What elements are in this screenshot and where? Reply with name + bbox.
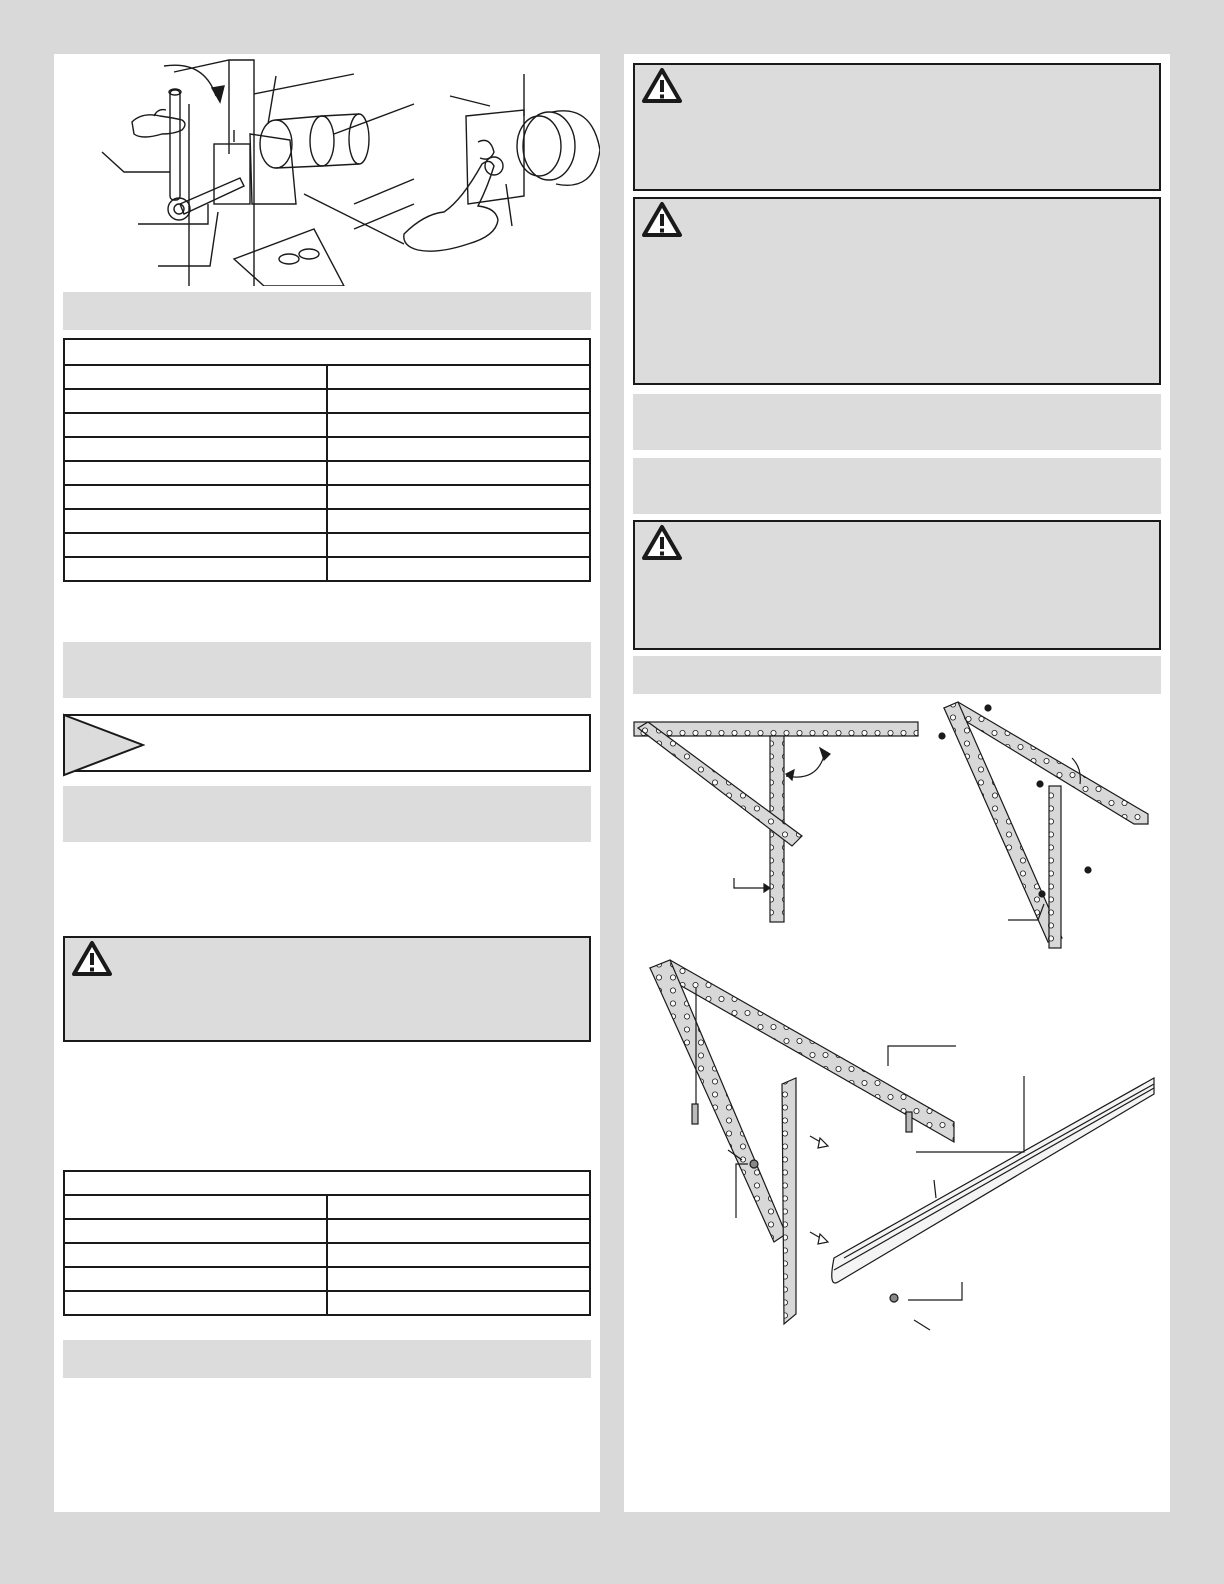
- warning-box: [633, 520, 1161, 650]
- crank-trolley-illustration: [54, 54, 600, 286]
- section-heading-bar: [63, 1340, 591, 1378]
- table-header-row: [64, 339, 590, 365]
- section-heading-bar: [63, 642, 591, 698]
- section-heading-bar: [633, 458, 1161, 514]
- table-row: [64, 557, 590, 581]
- right-column: [624, 54, 1170, 1512]
- section-heading-bar: [63, 786, 591, 842]
- table-row: [64, 389, 590, 413]
- table-row: [64, 1219, 590, 1243]
- warning-triangle-icon: [641, 201, 683, 239]
- table-row: [64, 1243, 590, 1267]
- left-column: [54, 54, 600, 1512]
- table-row: [64, 461, 590, 485]
- table-row: [64, 1267, 590, 1291]
- table-row: [64, 485, 590, 509]
- spec-table-2: [63, 1170, 591, 1316]
- warning-box: [633, 63, 1161, 191]
- bracket-assembly-illustration: [624, 698, 1170, 1338]
- table-header-row: [64, 1171, 590, 1195]
- warning-box: [63, 936, 591, 1042]
- note-box: [63, 714, 591, 772]
- warning-triangle-icon: [641, 524, 683, 562]
- table-row: [64, 413, 590, 437]
- table-row: [64, 365, 590, 389]
- table-row: [64, 1195, 590, 1219]
- spec-table-1: [63, 338, 591, 582]
- warning-triangle-icon: [71, 940, 113, 978]
- table-row: [64, 1291, 590, 1315]
- table-row: [64, 509, 590, 533]
- warning-triangle-icon: [641, 67, 683, 105]
- table-row: [64, 437, 590, 461]
- note-arrow-icon: [61, 712, 145, 778]
- section-heading-bar: [633, 656, 1161, 694]
- section-heading-bar: [63, 292, 591, 330]
- table-row: [64, 533, 590, 557]
- warning-box: [633, 197, 1161, 385]
- section-heading-bar: [633, 394, 1161, 450]
